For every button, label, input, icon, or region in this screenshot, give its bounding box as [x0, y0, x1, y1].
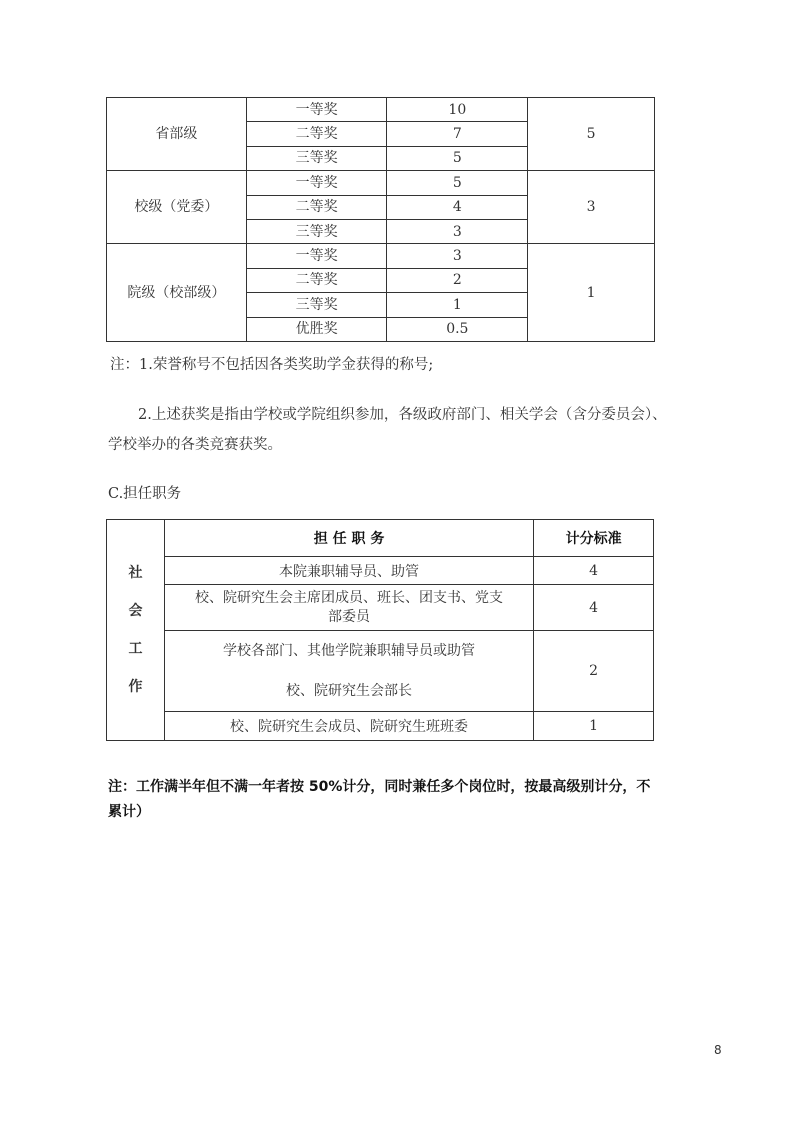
category-cell	[107, 520, 165, 741]
prize-cell: 一等奖	[246, 98, 387, 122]
score-cell: 3	[387, 219, 528, 243]
duty-line: 校、院研究生会部长	[286, 683, 413, 699]
page-number: 8	[714, 1043, 722, 1057]
duty-line: 部委员	[328, 608, 371, 625]
duty-cell	[164, 631, 533, 712]
score-cell: 10	[387, 98, 528, 122]
table-row	[107, 98, 655, 122]
table-row	[107, 171, 655, 195]
score-cell: 2	[534, 631, 654, 712]
section-c-title: C.担任职务	[108, 486, 182, 502]
prize-cell: 一等奖	[246, 171, 387, 195]
score-cell: 4	[534, 585, 654, 631]
honor-score-cell: 3	[528, 171, 655, 244]
level-cell: 院级（校部级）	[107, 244, 247, 342]
prize-cell: 三等奖	[246, 219, 387, 243]
prize-cell: 三等奖	[246, 146, 387, 170]
note-1: 注：1.荣誉称号不包括因各类奖助学金获得的称号;	[110, 357, 434, 373]
honor-score-cell: 1	[528, 244, 655, 342]
footnote-line-1: 注：工作满半年但不满一年者按 50%计分，同时兼任多个岗位时，按最高级别计分，不	[108, 779, 651, 795]
score-cell: 0.5	[387, 317, 528, 341]
score-cell: 2	[387, 268, 528, 292]
table-row	[107, 557, 654, 585]
category-char: 会	[128, 603, 143, 619]
prize-cell: 一等奖	[246, 244, 387, 268]
prize-cell: 二等奖	[246, 268, 387, 292]
score-cell: 4	[387, 195, 528, 219]
header-duty: 担 任 职 务	[164, 520, 533, 557]
category-char: 工	[128, 641, 143, 657]
category-char: 作	[128, 679, 143, 695]
duty-line: 学校各部门、其他学院兼职辅导员或助管	[223, 643, 476, 659]
duty-table	[106, 519, 654, 741]
category-char: 社	[128, 565, 143, 581]
note-2-line-1: 2.上述获奖是指由学校或学院组织参加，各级政府部门、相关学会（含分委员会）、	[138, 407, 667, 423]
honor-score-cell: 5	[528, 98, 655, 171]
duty-line: 校、院研究生会主席团成员、班长、团支书、党支	[195, 589, 504, 606]
prize-cell: 二等奖	[246, 122, 387, 146]
header-score: 计分标准	[534, 520, 654, 557]
score-cell: 5	[387, 171, 528, 195]
score-cell: 3	[387, 244, 528, 268]
awards-table	[106, 97, 655, 342]
score-cell: 7	[387, 122, 528, 146]
prize-cell: 三等奖	[246, 293, 387, 317]
table-row	[107, 585, 654, 631]
score-cell: 1	[387, 293, 528, 317]
level-cell: 省部级	[107, 98, 247, 171]
prize-cell: 优胜奖	[246, 317, 387, 341]
prize-cell: 二等奖	[246, 195, 387, 219]
score-cell: 4	[534, 557, 654, 585]
table-row	[107, 712, 654, 741]
table-row	[107, 244, 655, 268]
table-row	[107, 631, 654, 712]
score-cell: 1	[534, 712, 654, 741]
duty-cell: 校、院研究生会成员、院研究生班班委	[164, 712, 533, 741]
note-2-line-2: 学校举办的各类竞赛获奖。	[108, 437, 282, 453]
score-cell: 5	[387, 146, 528, 170]
duty-cell: 本院兼职辅导员、助管	[164, 557, 533, 585]
duty-cell	[164, 585, 533, 631]
level-cell: 校级（党委）	[107, 171, 247, 244]
footnote-line-2: 累计）	[108, 804, 150, 820]
